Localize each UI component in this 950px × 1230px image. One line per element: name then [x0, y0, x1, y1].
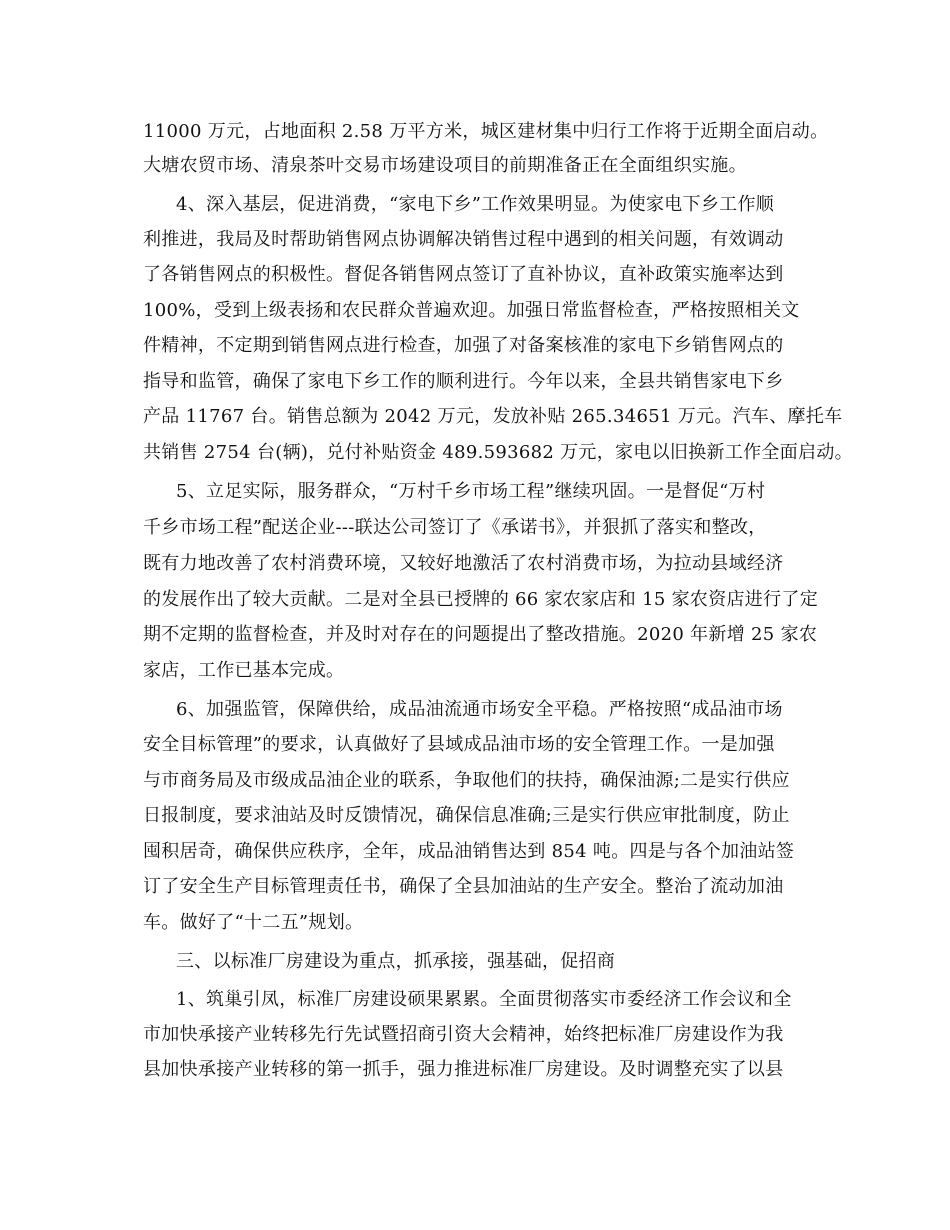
- text-line: 了各销售网点的积极性。督促各销售网点签订了直补协议，直补政策实施率达到: [143, 264, 784, 285]
- text-line: 囤积居奇，确保供应秩序，全年，成品油销售达到 854 吨。四是与各个加油站签: [143, 841, 795, 862]
- text-line: 100%，受到上级表扬和农民群众普遍欢迎。加强日常监督检查，严格按照相关文: [143, 300, 800, 321]
- text-line: 县加快承接产业转移的第一抓手，强力推进标准厂房建设。及时调整充实了以县: [143, 1059, 784, 1080]
- text-line: 的发展作出了较大贡献。二是对全县已授牌的 66 家农家店和 15 家农资店进行了定: [143, 589, 818, 610]
- text-line: 大塘农贸市场、清泉茶叶交易市场建设项目的前期准备正在全面组织实施。: [143, 155, 747, 176]
- paragraph-5-start: 5、立足实际，服务群众，“万村千乡市场工程”继续巩固。一是督促“万村: [176, 481, 766, 502]
- text-line: 11000 万元，占地面积 2.58 万平方米，城区建材集中归行工作将于近期全面启动。: [143, 121, 829, 142]
- section-heading: 三、以标准厂房建设为重点，抓承接，强基础，促招商: [176, 951, 616, 972]
- text-line: 利推进，我局及时帮助销售网点协调解决销售过程中遇到的相关问题，有效调动: [143, 229, 784, 250]
- paragraph-4-start: 4、深入基层，促进消费，“家电下乡”工作效果明显。为使家电下乡工作顺: [176, 194, 775, 215]
- text-line: 共销售 2754 台(辆)，兑付补贴资金 489.593682 万元，家电以旧换新工作全面启动。: [143, 442, 853, 463]
- text-line: 与市商务局及市级成品油企业的联系，争取他们的扶持，确保油源;二是实行供应: [143, 770, 790, 791]
- text-line: 家店，工作已基本完成。: [143, 660, 345, 681]
- text-line: 件精神，不定期到销售网点进行检查，加强了对备案核准的家电下乡销售网点的: [143, 335, 784, 356]
- text-line: 日报制度，要求油站及时反馈情况，确保信息准确;三是实行供应审批制度，防止: [143, 805, 790, 826]
- text-line: 既有力地改善了农村消费环境，又较好地激活了农村消费市场，为拉动县域经济: [143, 553, 784, 574]
- text-line: 指导和监管，确保了家电下乡工作的顺利进行。今年以来，全县共销售家电下乡: [143, 371, 784, 392]
- text-line: 产品 11767 台。销售总额为 2042 万元，发放补贴 265.34651 万元。汽车、摩托车: [143, 406, 843, 427]
- text-line: 订了安全生产目标管理责任书，确保了全县加油站的生产安全。整治了流动加油: [143, 876, 784, 897]
- text-line: 安全目标管理”的要求，认真做好了县域成品油市场的安全管理工作。一是加强: [143, 734, 775, 755]
- paragraph-6-start: 6、加强监管，保障供给，成品油流通市场安全平稳。严格按照“成品油市场: [176, 699, 783, 720]
- paragraph-1-start: 1、筑巢引凤，标准厂房建设硕果累累。全面贯彻落实市委经济工作会议和全: [176, 989, 792, 1010]
- text-line: 千乡市场工程”配送企业---联达公司签订了《承诺书》，并狠抓了落实和整改，: [143, 517, 767, 538]
- text-line: 期不定期的监督检查，并及时对存在的问题提出了整改措施。2020 年新增 25 家农: [143, 624, 818, 645]
- text-line: 市加快承接产业转移先行先试暨招商引资大会精神，始终把标准厂房建设作为我: [143, 1024, 784, 1045]
- text-line: 车。做好了“十二五”规划。: [143, 912, 364, 933]
